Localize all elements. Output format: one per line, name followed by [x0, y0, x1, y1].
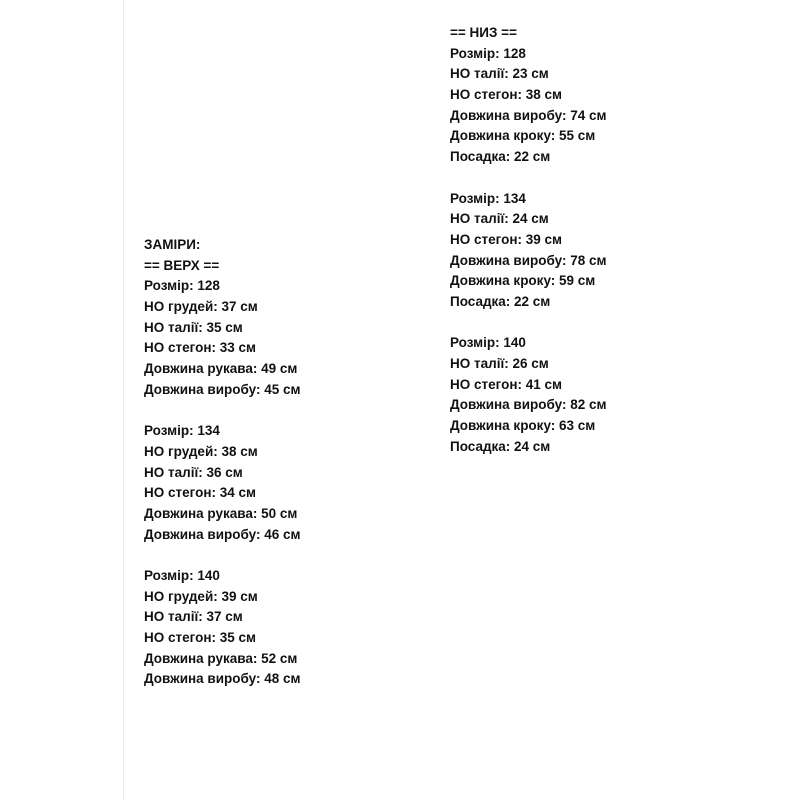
measurements-title: ЗАМІРИ:	[144, 237, 201, 252]
top-section-header: == ВЕРХ ==	[144, 257, 220, 273]
hips-measurement: НО стегон: 41 см	[450, 376, 562, 392]
inseam-length: Довжина кроку: 59 см	[450, 273, 596, 289]
chest-measurement: НО грудей: 39 см	[144, 588, 258, 604]
spacer	[450, 168, 607, 189]
waist-measurement: НО талії: 36 см	[144, 464, 243, 480]
garment-length: Довжина виробу: 45 см	[144, 381, 301, 397]
size-label: Розмір: 128	[450, 45, 526, 61]
garment-length: Довжина виробу: 78 см	[450, 252, 607, 268]
hips-measurement: НО стегон: 39 см	[450, 231, 562, 247]
spacer	[144, 401, 301, 422]
garment-length: Довжина виробу: 48 см	[144, 671, 301, 687]
waist-measurement: НО талії: 23 см	[450, 66, 549, 82]
bottom-section-header: == НИЗ ==	[450, 25, 517, 40]
spacer	[450, 313, 607, 334]
garment-length: Довжина виробу: 46 см	[144, 526, 301, 542]
chest-measurement: НО грудей: 38 см	[144, 443, 258, 459]
hips-measurement: НО стегон: 34 см	[144, 485, 256, 501]
size-label: Розмір: 134	[450, 190, 526, 206]
page-edge-divider	[123, 0, 124, 800]
chest-measurement: НО грудей: 37 см	[144, 299, 258, 315]
rise-measurement: Посадка: 22 см	[450, 149, 551, 165]
sleeve-length: Довжина рукава: 50 см	[144, 505, 298, 521]
waist-measurement: НО талії: 26 см	[450, 356, 549, 371]
size-label: Розмір: 134	[144, 423, 220, 439]
bottom-size-block-128	[450, 44, 607, 168]
spacer	[144, 545, 301, 566]
sleeve-length: Довжина рукава: 52 см	[144, 650, 298, 666]
hips-measurement: НО стегон: 38 см	[450, 87, 562, 103]
sleeve-length: Довжина рукава: 49 см	[144, 361, 298, 377]
inseam-length: Довжина кроку: 63 см	[450, 418, 596, 434]
bottom-measurements-column	[450, 23, 607, 457]
inseam-length: Довжина кроку: 55 см	[450, 128, 596, 144]
waist-measurement: НО талії: 24 см	[450, 211, 549, 227]
hips-measurement: НО стегон: 35 см	[144, 630, 256, 646]
size-label: Розмір: 140	[144, 568, 220, 583]
size-label: Розмір: 140	[450, 335, 526, 351]
top-size-block-128	[144, 276, 301, 400]
top-size-block-134	[144, 421, 301, 545]
top-size-block-140	[144, 566, 301, 690]
garment-length: Довжина виробу: 82 см	[450, 397, 607, 413]
waist-measurement: НО талії: 35 см	[144, 319, 243, 335]
hips-measurement: НО стегон: 33 см	[144, 340, 256, 356]
waist-measurement: НО талії: 37 см	[144, 609, 243, 625]
rise-measurement: Посадка: 22 см	[450, 293, 551, 309]
rise-measurement: Посадка: 24 см	[450, 438, 551, 454]
garment-length: Довжина виробу: 74 см	[450, 107, 607, 123]
bottom-size-block-134	[450, 189, 607, 313]
size-label: Розмір: 128	[144, 278, 220, 294]
bottom-size-block-140	[450, 333, 607, 457]
top-measurements-column	[144, 235, 301, 690]
